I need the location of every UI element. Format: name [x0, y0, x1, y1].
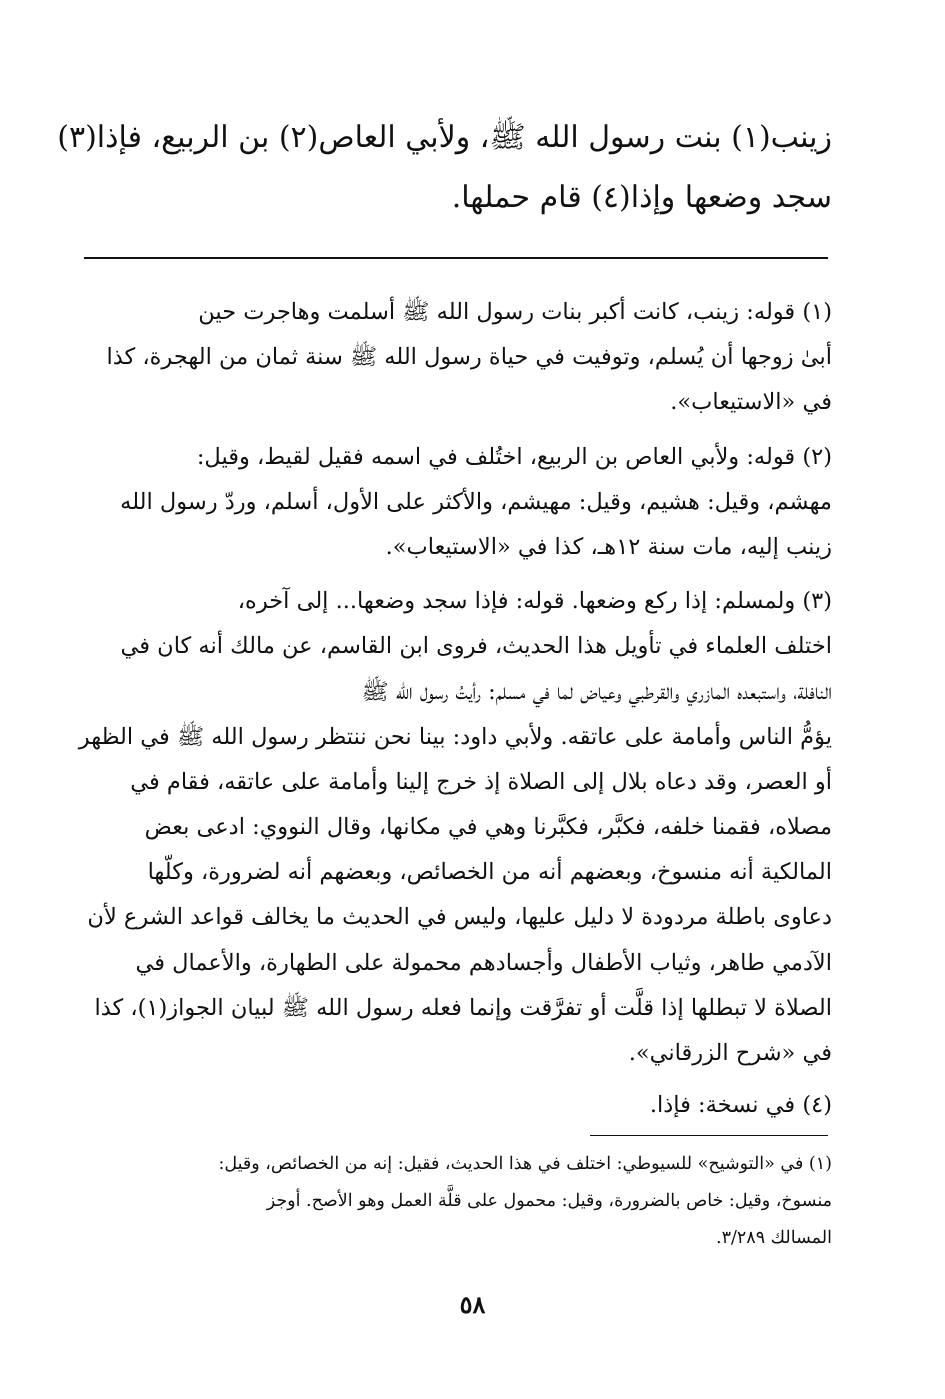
footnote-line: (١) قوله: زينب، كانت أكبر بنات رسول الله ﷺ أسلمت وهاجرت حين	[198, 299, 832, 325]
main-text	[57, 108, 832, 228]
footnote-line: الآدمي طاهر، وثياب الأطفال وأجسادهم محمولة على الطهارة، والأعمال في	[135, 949, 832, 976]
footnote-separator	[84, 257, 828, 259]
footnote-2	[80, 435, 832, 571]
footnote-line: مهشم، وقيل: هشيم، وقيل: مهيشم، والأكثر على الأول، أسلم، وردّ رسول الله	[120, 488, 832, 515]
footnote-line: زينب إليه، مات سنة ١٢هـ، كذا في «الاستيعاب».	[385, 533, 832, 560]
footnote-line: (٣) ولمسلم: إذا ركع وضعها. قوله: فإذا سجد وضعها... إلى آخره،	[237, 588, 832, 615]
footnote-line: يؤمُّ الناس وأمامة على عاتقه. ولأبي داود: بينا نحن ننتظر رسول الله ﷺ في الظهر	[78, 723, 832, 750]
footnote-3	[80, 579, 832, 1076]
footnote-line: (٢) قوله: ولأبي العاص بن الربيع، اختُلف في اسمه فقيل لقيط، وقيل:	[196, 443, 832, 470]
main-text-line: سجد وضعها وإذا(٤) قام حملها.	[451, 180, 832, 215]
sub-footnote-line: منسوخ، وقيل: خاص بالضرورة، وقيل: محمول على قلَّة العمل وهو الأصح. أوجز	[266, 1191, 832, 1211]
footnote-line: أبىٰ زوجها أن يُسلم، وتوفيت في حياة رسول الله ﷺ سنة ثمان من الهجرة، كذا	[106, 344, 832, 371]
footnote-line: أو العصر، وقد دعاه بلال إلى الصلاة إذ خرج إلينا وأمامة على عاتقه، فقام في	[130, 768, 832, 795]
footnote-line: في «الاستيعاب».	[670, 389, 832, 416]
footnotes	[80, 290, 832, 1137]
footnote-line: النافلة، واستبعده المازري والقرطبي وعياض لما في مسلم: رأيتُ رسول الله ﷺ	[361, 678, 832, 705]
main-text-line: زينب(١) بنت رسول الله ﷺ، ولأبي العاص(٢) بن الربيع، فإذا(٣)	[57, 120, 832, 155]
sub-footnote-line: (١) في «التوشيح» للسيوطي: اختلف في هذا الحديث، فقيل: إنه من الخصائص، وقيل:	[218, 1154, 832, 1174]
sub-footnote-separator	[590, 1135, 828, 1136]
footnote-line: في «شرح الزرقاني».	[628, 1040, 832, 1066]
footnote-line: دعاوى باطلة مردودة لا دليل عليها، وليس في الحديث ما يخالف قواعد الشرع لأن	[87, 904, 832, 931]
page-number: ٥٨	[459, 1290, 486, 1319]
sub-footnote-line: المسالك ٣/٢٨٩.	[716, 1228, 832, 1248]
footnote-4	[80, 1083, 832, 1128]
footnote-line: المالكية أنه منسوخ، وبعضهم أنه من الخصائص، وبعضهم أنه لضرورة، وكلّها	[147, 859, 832, 886]
footnote-line: الصلاة لا تبطلها إذا قلَّت أو تفرَّقت وإنما فعله رسول الله ﷺ لبيان الجواز(١)، كذا	[94, 994, 832, 1021]
footnote-line: مصلاه، فقمنا خلفه، فكبَّر، فكبَّرنا وهي في مكانها، وقال النووي: ادعى بعض	[144, 814, 832, 841]
footnote-line: اختلف العلماء في تأويل هذا الحديث، فروى ابن القاسم، عن مالك أنه كان في	[120, 633, 832, 660]
footnote-line: (٤) في نسخة: فإذا.	[649, 1092, 832, 1119]
footnote-1	[80, 290, 832, 426]
sub-footnote	[80, 1146, 832, 1257]
